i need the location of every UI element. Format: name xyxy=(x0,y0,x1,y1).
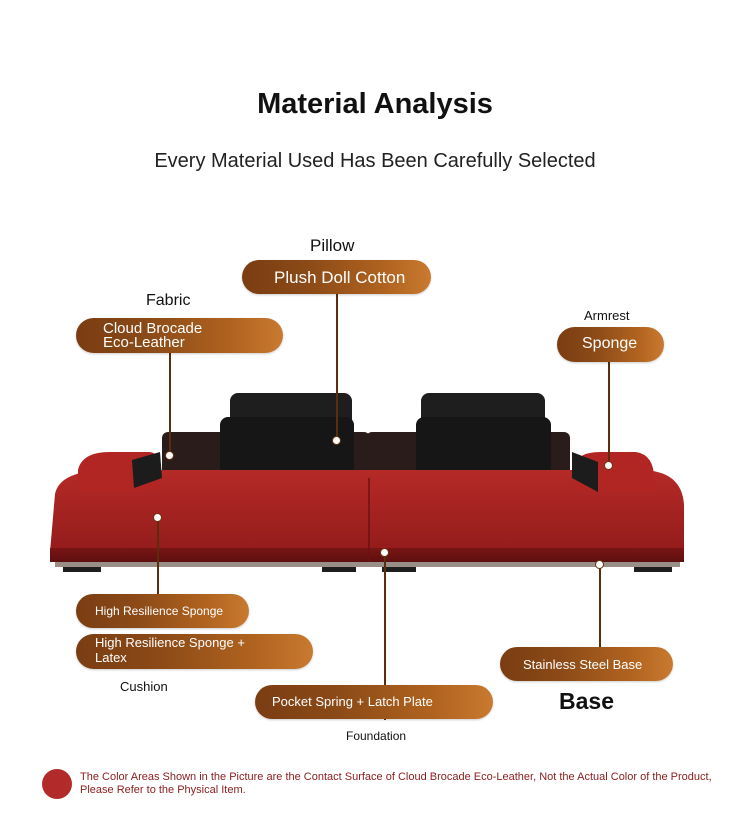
front-pillow-left xyxy=(220,417,354,477)
foundation-material: Pocket Spring + Latch Plate xyxy=(272,694,433,709)
page-subtitle: Every Material Used Has Been Carefully Selected xyxy=(154,150,596,172)
armrest-material: Sponge xyxy=(582,335,638,352)
floor-rail xyxy=(55,562,680,567)
cushion-material-2-line2: Latex xyxy=(95,650,127,665)
foundation-category: Foundation xyxy=(346,729,407,743)
foundation-material-pill xyxy=(255,685,493,719)
foot-3 xyxy=(382,567,416,572)
base-leader xyxy=(599,565,601,647)
foot-2 xyxy=(322,567,356,572)
sofa-base-strip xyxy=(50,548,684,562)
cushion-material-pill-1 xyxy=(76,594,249,628)
foundation-point xyxy=(380,548,389,557)
pillow-category: Pillow xyxy=(310,236,355,255)
page-title: Material Analysis xyxy=(257,88,493,120)
armrest-leader xyxy=(608,362,610,465)
fabric-category: Fabric xyxy=(146,292,191,309)
base-point xyxy=(595,560,604,569)
cushion-point xyxy=(153,513,162,522)
base-material: Stainless Steel Base xyxy=(523,657,643,672)
fabric-point xyxy=(165,451,174,460)
front-pillow-right xyxy=(416,417,551,477)
color-disclaimer: The Color Areas Shown in the Picture are the Contact Surface of Cloud Brocade Eco-Leather, Not the Actual Color of the Product, Please Refer to the Physical Item. xyxy=(80,771,712,796)
armrest-category: Armrest xyxy=(584,308,630,323)
pillow-material: Plush Doll Cotton xyxy=(274,268,406,287)
fabric-material-line2: Eco-Leather xyxy=(103,334,185,351)
cushion-material-1: High Resilience Sponge xyxy=(95,604,224,618)
pillow-material-pill xyxy=(242,260,431,294)
cushion-category: Cushion xyxy=(120,679,168,694)
foot-4 xyxy=(634,567,672,572)
fabric-leader xyxy=(169,352,171,454)
cushion-leader xyxy=(157,518,159,596)
armrest-point xyxy=(604,461,613,470)
pillow-leader xyxy=(336,293,338,438)
armrest-material-pill xyxy=(557,327,664,362)
cushion-material-pill-2 xyxy=(76,634,313,669)
pillow-point xyxy=(332,436,341,445)
foot-1 xyxy=(63,567,101,572)
fabric-material-pill xyxy=(76,318,283,353)
color-swatch xyxy=(42,769,72,799)
cushion-material-2-line1: High Resilience Sponge + xyxy=(95,635,245,650)
base-category: Base xyxy=(559,688,614,714)
base-material-pill xyxy=(500,647,673,681)
fabric-material-line1: Cloud Brocade xyxy=(103,320,203,337)
